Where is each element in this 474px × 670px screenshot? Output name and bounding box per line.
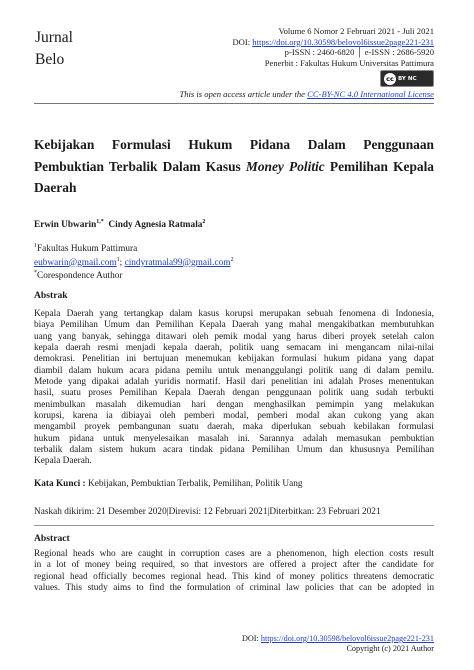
email-line: eubwarin@gmail.com$^1$; cindyratmala99@gmail.com$^2$ [34,256,234,268]
publisher-info: Penerbit : Fakultas Hukum Universitas Pattimura [264,57,434,68]
abstract-body [34,549,434,594]
abstrak-line: hukum pidana untuk menyelesaikan masalah ini. Sarannya adalah memasukan pembuktian [34,433,434,444]
abstrak-line: Metode yang dipakai adalah yuridis normatif. Hasil dari penelitian ini adalah Proses menentukan [34,377,434,388]
affiliation: $^1$Fakultas Hukum Pattimura [34,243,138,255]
title-line-3: Daerah [34,180,77,195]
title-line-1: Kebijakan Formulasi Hukum Pidana Dalam Penggunaan [34,137,434,152]
abstract-line: regional head officially becomes regional head. This kind of money politics threatens democratic [34,571,434,582]
affiliation-block [34,241,233,282]
cc-icon: cc [384,73,396,85]
page-footer [242,634,434,654]
cc-by-label: BY [398,75,406,82]
author-1: Erwin Ubwarin [34,220,97,231]
cc-nc-label: NC [407,75,417,82]
keywords: Kebijakan, Pembuktian Terbalik, Pemilihan, Politik Uang [87,479,303,489]
footer-doi-line: DOI: https://doi.org/10.30598/belovol6issue2page221-231 [241,634,434,643]
license-link[interactable]: CC-BY-NC 4.0 International License [307,89,434,99]
journal-name-line2: Belo [35,51,65,68]
abstrak-body [34,309,434,468]
footer-doi-link[interactable]: https://doi.org/10.30598/belovol6issue2page221-231 [260,634,434,643]
author-list: Erwin Ubwarin$^{1,*}$ Cindy Agnesia Ratmala$^2$ [34,219,206,231]
abstrak-line: demokrasi. Penelitian ini bertujuan menemukan kebijakan formulasi hukum pidana yang dapat [34,354,434,365]
journal-meta [232,26,434,68]
doi-line: DOI: https://doi.org/10.30598/belovol6issue2page221-231 [232,36,434,47]
keywords-line [34,479,303,489]
abstract-line: Regional heads who are caught in corruption cases are a phenomenon, high election costs result [34,549,434,559]
abstrak-line: Kepala Daerah. [34,456,92,467]
abstract-divider [34,525,434,526]
abstrak-line: kepala daerah resmi menjadi kepala daerah, politik uang semacam ini mengancam nilai-nilai [34,343,434,354]
email-1[interactable]: eubwarin@gmail.com [34,257,117,268]
abstract-line: in a lot of money being required, so that investors are offered a project after the candidate for [34,560,434,571]
abstrak-line: uang yang banyak, sehingga ditawari oleh pemik modal yang harus diberi proyek setelah calon [34,331,434,342]
issn-info: p-ISSN : 2460-6820 │ e-ISSN : 2686-5920 [284,47,434,58]
volume-info: Volume 6 Nomor 2 Februari 2021 - Juli 2021 [278,26,434,36]
cc-license-badge[interactable] [380,70,434,87]
abstrak-line: hasil, suatu proses Pemilihan Kepala Daerah dengan penggunaan politik uang sudah terbukti [34,388,434,399]
abstrak-line: diambil dalam hukum acara pidana pemilu untuk menanggulangi politik uang di dalam pemilu. [34,365,434,376]
abstrak-line: Kepala Daerah yang tertangkap dalam kasus korupsi merupakan sebuah fenomena di Indonesia, [34,309,434,319]
footer-copyright: Copyright (c) 2021 Author [346,644,434,653]
journal-name [35,27,105,71]
header-divider [34,103,434,104]
article-title [34,134,434,199]
author-2: Cindy Agnesia Ratmala [108,220,203,231]
abstrak-line: terbalik dalam sistem hukum acara tindak pidana Pemilihan Umum dan khususnya Pemilihan [34,445,434,456]
doi-link[interactable]: https://doi.org/10.30598/belovol6issue2page221-231 [252,36,434,47]
keywords-label: Kata Kunci : [34,479,88,489]
license-line: This is open access article under the CC-BY-NC 4.0 International License [179,89,434,99]
abstrak-line: mengambil proyek pembangunan suatu daerah, maka diperlukan sebuah kebilakan formulasi [34,422,434,433]
correspondence-note: *Corespondence Author [34,270,123,282]
abstract-line: values. This study aims to find the formulation of criminal law policies that can be adopted in [34,583,434,594]
journal-name-line1: Jurnal [35,29,73,46]
abstrak-line: menimbulkan masalah dikemudian hari dengan menghasilkan pemimpin yang melakukan [34,399,434,410]
submission-dates: Naskah dikirim: 21 Desember 2020|Direvisi: 12 Februari 2021|Diterbitkan: 23 Februari 2021 [34,507,381,517]
email-2[interactable]: cindyratmala99@gmail.com [124,257,231,268]
title-line-2: Pembuktian Terbalik Dalam Kasus Money Politic Pemilihan Kepala [34,158,434,174]
abstrak-line: korupsi, karena ia dibiayai oleh pemberi modal, pemberi modal akan cukong yang akan [34,411,434,422]
abstrak-heading: Abstrak [34,290,68,301]
abstract-heading: Abstract [34,533,70,544]
abstrak-line: biaya Pemilihan Umum dan Pemilihan Kepala Daerah yang mahal mengakibatkan membutuhkan [34,320,434,331]
